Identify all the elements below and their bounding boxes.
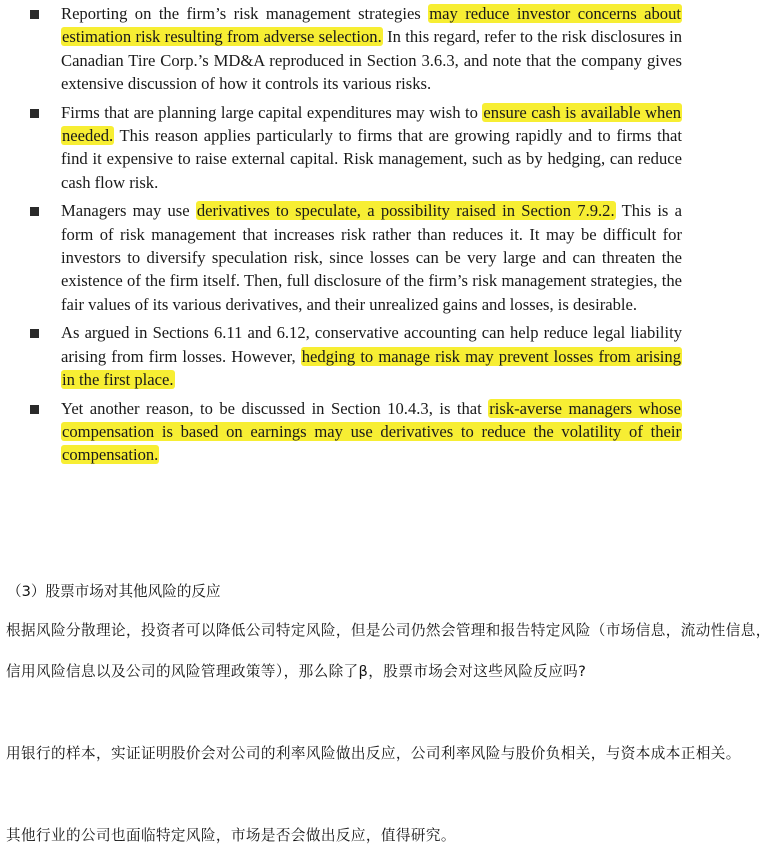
bullet-item [28, 101, 682, 194]
bullet-text: Managers may use [61, 201, 196, 221]
square-bullet-icon [30, 10, 39, 19]
square-bullet-icon [30, 405, 39, 414]
bullet-list [28, 2, 682, 472]
highlighted-text: risk-averse managers whose compensation is based on earnings may use derivatives to reduce the volatility of their compensation. [62, 398, 681, 465]
highlighted-text: ensure cash is available when needed. [62, 102, 681, 145]
bullet-text: Yet another reason, to be discussed in Section 10.4.3, is that [61, 398, 489, 418]
note-paragraph: 其他行业的公司也面临特定风险，市场是否会做出反应，值得研究。 [6, 827, 456, 844]
bullet-text: This is a form of risk management that increases risk rather than reduces it. It may be difficult for investors to diversify speculation risk, since losses can be very large and can threaten the existence of the firm itself. Then, full disclosure of the firm’s risk management strategies, the fair values of its various derivatives, and their unrealized gains and losses, is desirable. [61, 201, 683, 314]
section-heading: （3）股票市场对其他风险的反应 [7, 583, 221, 600]
bullet-text: Reporting on the firm’s risk management strategies [61, 4, 429, 23]
highlighted-text: hedging to manage risk may prevent losses from arising in the first place. [62, 346, 682, 389]
highlighted-text: may reduce investor concerns about estimation risk resulting from adverse selection. [62, 4, 681, 47]
bullet-text: Firms that are planning large capital expenditures may wish to [61, 102, 483, 122]
note-paragraph: 根据风险分散理论，投资者可以降低公司特定风险，但是公司仍然会管理和报告特定风险（市场信息，流动性信息，信用风险信息以及公司的风险管理政策等），那么除了β，股票市场会对这些风险反应吗? [6, 622, 771, 680]
square-bullet-icon [30, 109, 39, 118]
note-paragraph: 用银行的样本，实证证明股价会对公司的利率风险做出反应，公司利率风险与股价负相关，与资本成本正相关。 [6, 745, 741, 762]
square-bullet-icon [30, 207, 39, 216]
bullet-text: This reason applies particularly to firms that are growing rapidly and to firms that find it expensive to raise external capital. Risk management, such as by hedging, can reduce cash flow risk. [61, 125, 682, 192]
bullet-text: As argued in Sections 6.11 and 6.12, conservative accounting can help reduce legal liability arising from firm losses. However, [61, 323, 682, 366]
bullet-item [28, 199, 682, 315]
bullet-item [28, 321, 682, 391]
bullet-item [28, 397, 682, 467]
highlighted-text: derivatives to speculate, a possibility raised in Section 7.9.2. [196, 201, 615, 221]
bullet-item [28, 2, 682, 95]
bullet-text: In this regard, refer to the risk disclosures in Canadian Tire Corp.’s MD&A reproduced in Section 3.6.3, and note that the company gives extensive discussion of how it controls its various risks. [61, 27, 683, 93]
square-bullet-icon [30, 329, 39, 338]
